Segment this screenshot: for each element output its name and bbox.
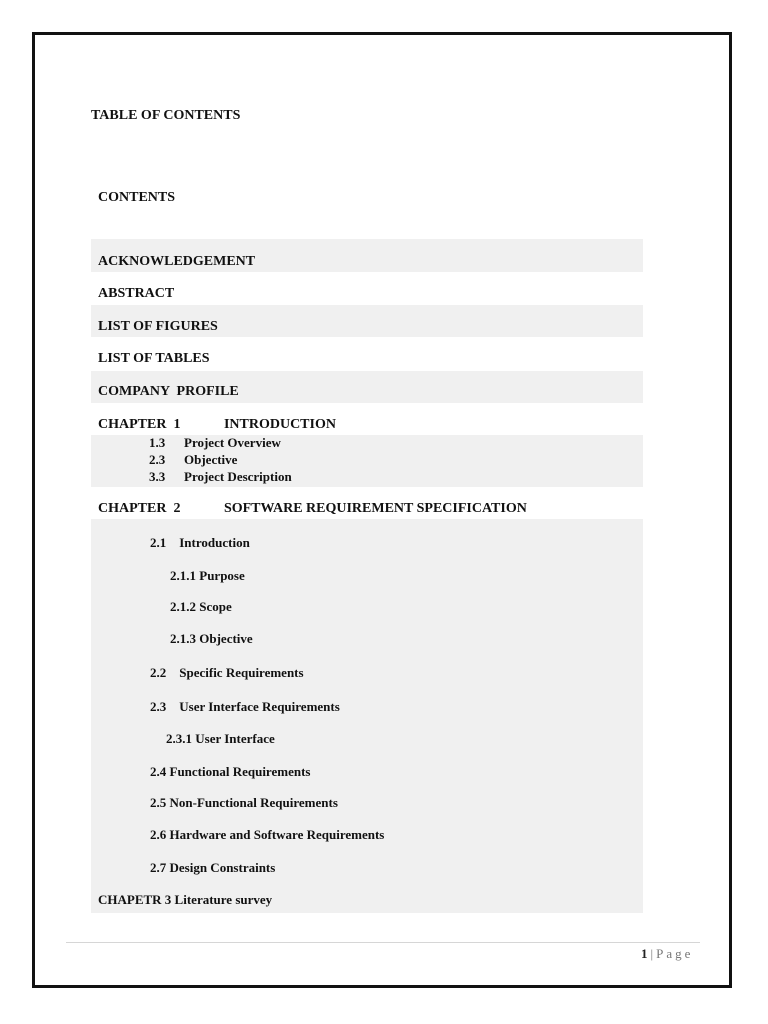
toc-entry-company-profile[interactable]: COMPANY PROFILE — [98, 384, 239, 399]
toc-subentry[interactable]: 3.3 Project Description — [149, 469, 292, 484]
chapter-1-heading[interactable] — [98, 417, 336, 433]
toc-subentry[interactable]: 2.3.1 User Interface — [166, 731, 275, 746]
page-word: Page — [656, 946, 694, 961]
toc-subentry[interactable]: 2.1 Introduction — [150, 535, 250, 550]
toc-subentry[interactable]: 2.5 Non-Functional Requirements — [150, 795, 338, 810]
toc-subentry[interactable]: 2.1.3 Objective — [170, 631, 253, 646]
toc-subentry[interactable]: 2.4 Functional Requirements — [150, 764, 311, 779]
chapter-number: 2 — [173, 501, 181, 516]
toc-subentry[interactable]: 1.3 Project Overview — [149, 435, 281, 450]
toc-entry-acknowledgement[interactable]: ACKNOWLEDGEMENT — [98, 254, 256, 269]
toc-entry-list-of-tables[interactable]: LIST OF TABLES — [98, 351, 210, 366]
toc-subentry[interactable]: 2.7 Design Constraints — [150, 860, 276, 875]
chapter-title: SOFTWARE REQUIREMENT SPECIFICATION — [223, 501, 527, 516]
footer-rule — [66, 942, 700, 943]
chapter-label: CHAPTER — [98, 501, 167, 516]
toc-subentry[interactable]: 2.3 Objective — [149, 452, 238, 467]
toc-subentry[interactable]: 2.1.2 Scope — [170, 599, 232, 614]
page-number — [641, 946, 693, 962]
page-title: TABLE OF CONTENTS — [91, 108, 241, 123]
toc-subentry[interactable]: 2.6 Hardware and Software Requirements — [150, 827, 385, 842]
page-separator: | — [650, 946, 654, 961]
toc-entry-list-of-figures[interactable]: LIST OF FIGURES — [98, 319, 218, 334]
toc-subentry[interactable]: 2.3 User Interface Requirements — [150, 699, 340, 714]
toc-subentry[interactable]: 2.1.1 Purpose — [170, 568, 245, 583]
chapter-3-heading[interactable]: CHAPETR 3 Literature survey — [98, 892, 273, 907]
chapter-2-heading[interactable] — [98, 501, 527, 517]
chapter-number: 1 — [173, 417, 181, 432]
toc-entry-abstract[interactable]: ABSTRACT — [98, 286, 175, 301]
page-number-value: 1 — [641, 946, 648, 961]
chapter-label: CHAPTER — [98, 417, 167, 432]
chapter-title: INTRODUCTION — [223, 417, 336, 432]
contents-heading: CONTENTS — [98, 190, 176, 205]
toc-subentry[interactable]: 2.2 Specific Requirements — [150, 665, 304, 680]
